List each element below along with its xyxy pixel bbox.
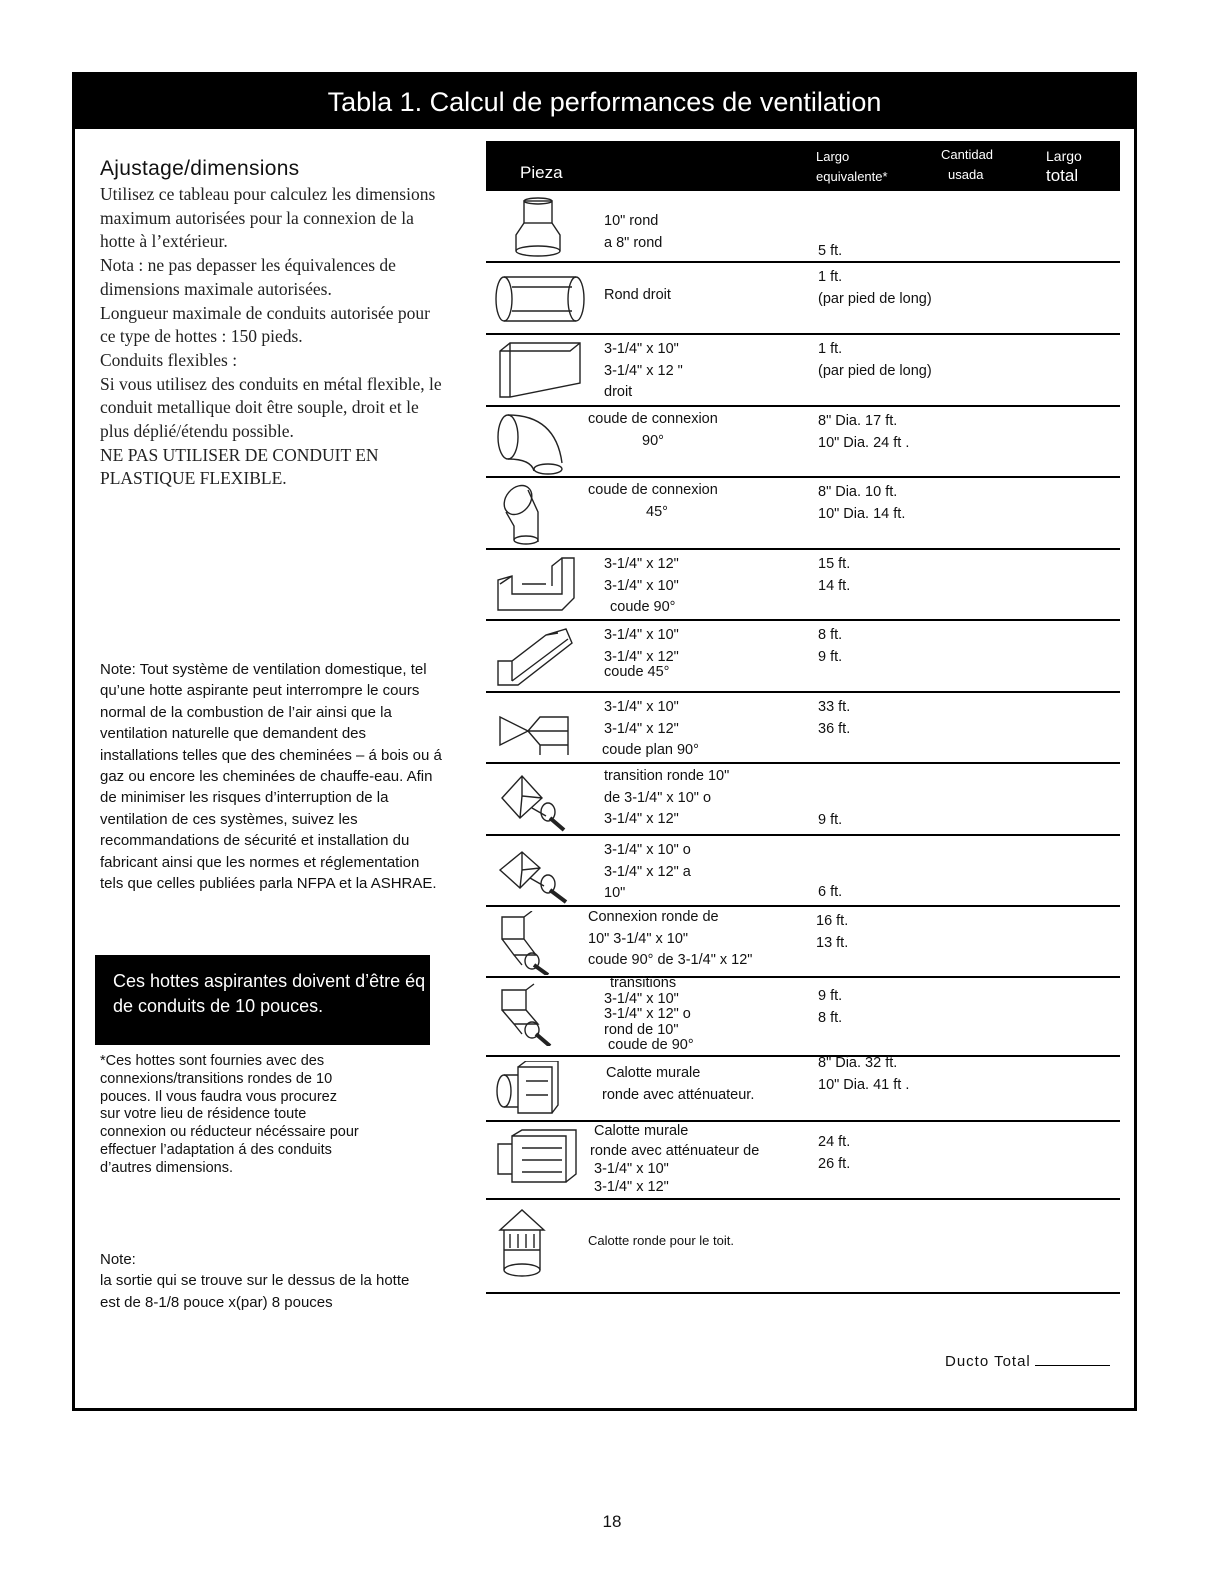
- equivalent-length: [818, 554, 850, 597]
- equivalent-length: [818, 882, 842, 904]
- len-line: 5 ft.: [818, 243, 843, 259]
- duct-size-callout: [95, 955, 430, 1045]
- desc-line: coude 45°: [604, 664, 670, 680]
- section-heading: Ajustage/dimensions: [100, 157, 300, 180]
- len-line: 15 ft.: [818, 556, 851, 572]
- ducto-total-blank[interactable]: [1035, 1365, 1110, 1366]
- round-reducer-icon: [492, 197, 586, 261]
- desc-line: coude de 90°: [608, 1037, 694, 1053]
- round-elbow-45-icon: [492, 482, 586, 546]
- header-piece: Pieza: [520, 163, 563, 182]
- ventilation-table-frame: [72, 72, 1137, 1411]
- fitting-description: [588, 480, 718, 523]
- desc-line: droit: [604, 384, 633, 400]
- desc-line: ronde avec atténuateur de: [590, 1143, 760, 1159]
- desc-line: Connexion ronde de: [588, 909, 719, 925]
- rect-elbow-45-icon: [492, 625, 586, 689]
- desc-line: a 8" rond: [604, 234, 663, 251]
- table-row: [486, 907, 1120, 978]
- len-line: 8" Dia. 32 ft.: [818, 1055, 898, 1071]
- fitting-description: [604, 211, 662, 254]
- desc-line: coude 90° de 3-1/4" x 12": [588, 952, 753, 968]
- desc-line: 3-1/4" x 12": [604, 811, 679, 827]
- equivalent-length: [818, 810, 842, 832]
- outlet-text: la sortie qui se trouve sur le dessus de la hotte est de 8-1/8 pouce x(par) 8 pouces: [100, 1272, 410, 1311]
- desc-line: Calotte ronde pour le toit.: [588, 1233, 734, 1248]
- desc-line: 10": [604, 885, 626, 901]
- len-line: 6 ft.: [818, 884, 843, 900]
- transition-elbow-icon: [492, 982, 586, 1046]
- desc-line: 3-1/4" x 12" o: [604, 1006, 691, 1022]
- header-largo-eq-2: equivalente*: [816, 169, 888, 184]
- ducto-total: [945, 1353, 1110, 1370]
- footnote: *Ces hottes sont fournies avec des connexions/transitions rondes de 10 pouces. Il vous faudra vous procurez sur votre lieu de résidence toute connexion ou réducteur nécéssaire pour effectuer l’adaptation á des conduits d’autres dimensions.: [100, 1053, 359, 1176]
- round-straight-duct-icon: [492, 267, 586, 331]
- desc-line: Rond droit: [604, 287, 671, 303]
- table-row: [486, 263, 1120, 335]
- fitting-description: [604, 285, 671, 307]
- rect-straight-duct-icon: [492, 339, 586, 403]
- fitting-description: [602, 1063, 754, 1106]
- table-row: [486, 335, 1120, 407]
- header-largo-eq: Largo: [816, 149, 850, 164]
- desc-line: 10" 3-1/4" x 10": [588, 930, 689, 947]
- equivalent-length: [818, 625, 842, 668]
- equivalent-length: [816, 911, 848, 954]
- round-wall-cap-icon: [492, 1061, 586, 1125]
- round-transition-icon: [492, 768, 586, 832]
- ducto-total-label: Ducto Total: [945, 1353, 1031, 1370]
- instruction-paragraph: NE PAS UTILISER DE CONDUIT EN PLASTIQUE FLEXIBLE.: [100, 444, 379, 489]
- page-number: 18: [602, 1512, 622, 1531]
- table-row: [486, 550, 1120, 621]
- instruction-paragraph: Nota : ne pas depasser les équivalences de dimensions maximale autorisées.: [100, 255, 396, 299]
- fitting-description: [588, 409, 718, 452]
- desc-line: 3-1/4" x 10": [604, 990, 679, 1007]
- desc-line: rond de 10": [604, 1021, 679, 1038]
- desc-line: 3-1/4" x 12 ": [604, 362, 683, 379]
- round-roof-cap-icon: [492, 1204, 586, 1294]
- desc-line: coude plan 90°: [602, 742, 699, 758]
- desc-line: 3-1/4" x 10": [604, 627, 679, 643]
- left-column: [100, 157, 445, 491]
- equivalent-length: [818, 1132, 850, 1175]
- len-line: 8" Dia. 17 ft.: [818, 413, 898, 429]
- callout-line: de conduits de 10 pouces.: [113, 996, 324, 1016]
- equivalent-length: [818, 1053, 909, 1096]
- desc-line: 3-1/4" x 12": [604, 556, 679, 572]
- table-row: [486, 693, 1120, 764]
- fitting-description: [604, 976, 694, 1054]
- outlet-note: [100, 1249, 420, 1313]
- desc-line: 3-1/4" x 12" a: [604, 863, 691, 880]
- table-row: [486, 478, 1120, 550]
- header-cantidad: Cantidad: [941, 147, 994, 162]
- fitting-description: [604, 554, 679, 619]
- len-line: 16 ft.: [816, 913, 849, 929]
- len-line: (par pied de long): [818, 362, 932, 379]
- equivalent-length: [818, 267, 932, 310]
- page-title: Tabla 1. Calcul de performances de ventilation: [75, 75, 1134, 129]
- desc-line: Calotte murale: [606, 1065, 701, 1081]
- table-header: [486, 141, 1120, 191]
- desc-line: 3-1/4" x 10": [604, 341, 679, 357]
- safety-note: Note: Tout système de ventilation domestique, tel qu’une hotte aspirante peut interrompre le cours normal de la combustion de l’air ainsi que la ventilation naturelle que demandent des installations telles que des cheminées – á bois ou á gaz ou encore les cheminées de chauffe-eau. Afin de minimiser les risques d’interruption de la ventilation de ces systèmes, suivez les recommandations de sécurité et installation du fabricant ainsi que les normes et réglementation tels que celles publiées parla NFPA et la ASHRAE.: [100, 661, 442, 893]
- len-line: 9 ft.: [818, 812, 843, 828]
- equivalent-length: [818, 241, 842, 263]
- table-row: [486, 975, 1120, 1057]
- len-line: 1 ft.: [818, 269, 843, 285]
- instruction-paragraph: Longueur maximale de conduits autorisée pour ce type de hottes : 150 pieds.: [100, 302, 430, 347]
- header-largo-total: Largo: [1046, 148, 1082, 164]
- instructions-text: [100, 183, 445, 491]
- table-row: [486, 621, 1120, 693]
- len-line: 1 ft.: [818, 341, 843, 357]
- fitting-description: [604, 766, 729, 831]
- desc-line: transition ronde 10": [604, 768, 730, 784]
- desc-line: coude de connexion: [588, 482, 718, 498]
- len-line: 10" Dia. 24 ft .: [818, 434, 910, 451]
- instruction-paragraph: Conduits flexibles :: [100, 349, 238, 370]
- table-row: [486, 1122, 1120, 1200]
- desc-line: coude de connexion: [588, 411, 718, 427]
- table-row: [486, 764, 1120, 836]
- len-line: 10" Dia. 14 ft.: [818, 505, 906, 522]
- rect-to-round-transition-icon: [492, 840, 586, 904]
- desc-line: 90°: [642, 432, 664, 449]
- callout-line: Ces hottes aspirantes doivent d’être éq: [113, 971, 426, 991]
- len-line: 9 ft.: [818, 988, 843, 1004]
- fitting-description: [590, 1122, 760, 1196]
- instruction-paragraph: Si vous utilisez des conduits en métal flexible, le conduit metallique doit être souple, droit et le plus déplié/étendu possible.: [100, 373, 442, 442]
- rect-elbow-90-icon: [492, 554, 586, 618]
- desc-line: coude 90°: [610, 599, 676, 615]
- fitting-description: [604, 339, 683, 404]
- desc-line: Calotte murale: [594, 1123, 689, 1139]
- desc-line: 3-1/4" x 10": [604, 577, 679, 594]
- len-line: 10" Dia. 41 ft .: [818, 1076, 910, 1093]
- len-line: 14 ft.: [818, 577, 851, 594]
- table-row: [486, 193, 1120, 263]
- len-line: 13 ft.: [816, 934, 849, 951]
- header-largo-total-2: total: [1046, 166, 1079, 185]
- fitting-description: [588, 1230, 734, 1252]
- desc-line: transitions: [610, 975, 677, 991]
- outlet-label: Note:: [100, 1251, 136, 1268]
- flat-elbow-90-icon: [492, 697, 586, 761]
- fitting-description: [604, 697, 699, 762]
- instruction-paragraph: Utilisez ce tableau pour calculez les dimensions maximum autorisées pour la connexion de la hotte à l’extérieur.: [100, 184, 436, 252]
- duct-fittings-table: [486, 193, 1120, 1294]
- len-line: 26 ft.: [818, 1155, 851, 1172]
- equivalent-length: [818, 986, 842, 1029]
- desc-line: 10" rond: [604, 213, 659, 229]
- len-line: 24 ft.: [818, 1134, 851, 1150]
- round-connector-elbow-icon: [492, 911, 586, 975]
- desc-line: 3-1/4" x 12": [604, 720, 679, 737]
- equivalent-length: [818, 411, 909, 454]
- desc-line: 3-1/4" x 12": [604, 648, 679, 665]
- fitting-description: [604, 625, 679, 684]
- round-elbow-90-icon: [492, 411, 586, 475]
- table-row: [486, 407, 1120, 478]
- desc-line: 3-1/4" x 10": [604, 699, 679, 715]
- len-line: 8 ft.: [818, 627, 843, 643]
- len-line: 8" Dia. 10 ft.: [818, 484, 898, 500]
- desc-line: 45°: [646, 503, 668, 520]
- table-row: [486, 1057, 1120, 1122]
- len-line: 33 ft.: [818, 699, 851, 715]
- equivalent-length: [818, 482, 905, 525]
- table-row: [486, 1200, 1120, 1294]
- len-line: 36 ft.: [818, 720, 851, 737]
- desc-line: 3-1/4" x 12": [594, 1179, 669, 1195]
- len-line: 9 ft.: [818, 648, 843, 665]
- desc-line: 3-1/4" x 10": [594, 1161, 669, 1177]
- rect-wall-cap-icon: [492, 1126, 586, 1190]
- table-row: [486, 836, 1120, 907]
- desc-line: de 3-1/4" x 10" o: [604, 789, 712, 806]
- header-cantidad-2: usada: [948, 167, 984, 182]
- fitting-description: [604, 840, 691, 905]
- desc-line: 3-1/4" x 10" o: [604, 842, 691, 858]
- equivalent-length: [818, 339, 932, 382]
- fitting-description: [588, 907, 752, 972]
- desc-line: ronde avec atténuateur.: [602, 1086, 755, 1103]
- equivalent-length: [818, 697, 850, 740]
- len-line: 8 ft.: [818, 1009, 843, 1026]
- len-line: (par pied de long): [818, 290, 932, 307]
